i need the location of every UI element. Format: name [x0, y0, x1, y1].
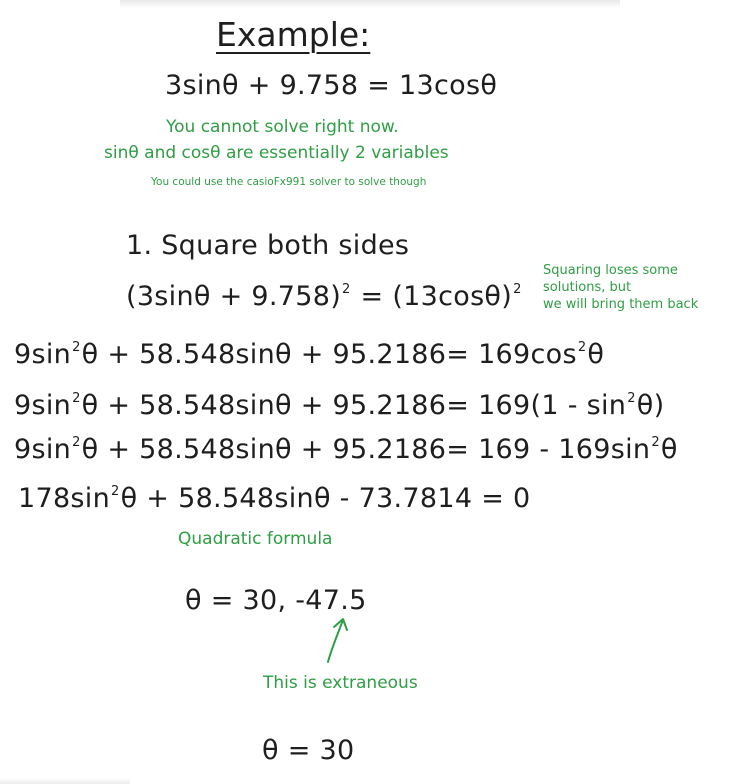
line3-part-c: θ: [660, 434, 678, 465]
side-note-line1: Squaring loses some: [543, 263, 678, 278]
bottom-scroll-shadow: [0, 778, 130, 784]
solutions-equation: θ = 30, -47.5: [185, 585, 367, 616]
lhs-exponent: 2: [342, 282, 351, 297]
squared-rhs: (13cosθ): [392, 281, 513, 312]
line3-exp2: 2: [651, 435, 660, 450]
squaring-side-note: [543, 262, 723, 313]
note-solver-tip: You could use the casioFx991 solver to solve though: [151, 176, 427, 188]
line1-part-c: θ: [587, 339, 605, 370]
given-equation: 3sinθ + 9.758 = 13cosθ: [165, 70, 498, 101]
step1-heading: 1. Square both sides: [126, 230, 410, 261]
final-answer: θ = 30: [262, 735, 355, 766]
squared-equation: $(3\sin\theta + 9.758)^2 = (13\cos\theta)^2$: [126, 281, 522, 312]
line4-exp1: 2: [111, 484, 120, 499]
squared-lhs: (3sinθ + 9.758): [126, 281, 342, 312]
line2-part-b: θ + 58.548sinθ + 95.2186= 169(1 - sin: [81, 390, 627, 421]
side-note-line3: we will bring them back: [543, 297, 699, 312]
expansion-line-3: [14, 436, 678, 463]
quadratic-formula-label: Quadratic formula: [178, 529, 333, 549]
note-cannot-solve: You cannot solve right now.: [166, 117, 399, 137]
line2-part-a: 9sin: [14, 390, 72, 421]
rhs-exponent: 2: [513, 282, 522, 297]
line1-exp1: 2: [72, 340, 81, 355]
side-note-line2: solutions, but: [543, 280, 632, 295]
arrow-up-icon: [316, 612, 356, 668]
line2-part-c: θ): [636, 390, 665, 421]
line1-part-b: θ + 58.548sinθ + 95.2186= 169cos: [81, 339, 577, 370]
extraneous-note: This is extraneous: [263, 673, 418, 693]
line1-part-a: 9sin: [14, 339, 72, 370]
page-title: Example:: [216, 15, 371, 54]
note-two-variables: sinθ and cosθ are essentially 2 variables: [104, 143, 449, 163]
line2-exp1: 2: [72, 391, 81, 406]
expansion-line-2: [14, 392, 664, 419]
line4-part-b: θ + 58.548sinθ - 73.7814 = 0: [120, 483, 531, 514]
line3-exp1: 2: [72, 435, 81, 450]
line1-exp2: 2: [577, 340, 587, 355]
expansion-line-1: [14, 341, 604, 368]
line3-part-b: θ + 58.548sinθ + 95.2186= 169 - 169sin: [81, 434, 651, 465]
line2-exp2: 2: [627, 391, 636, 406]
line4-part-a: 178sin: [18, 483, 111, 514]
line3-part-a: 9sin: [14, 434, 72, 465]
expansion-line-4: [18, 485, 531, 512]
top-toolbar-shadow: [120, 0, 620, 8]
